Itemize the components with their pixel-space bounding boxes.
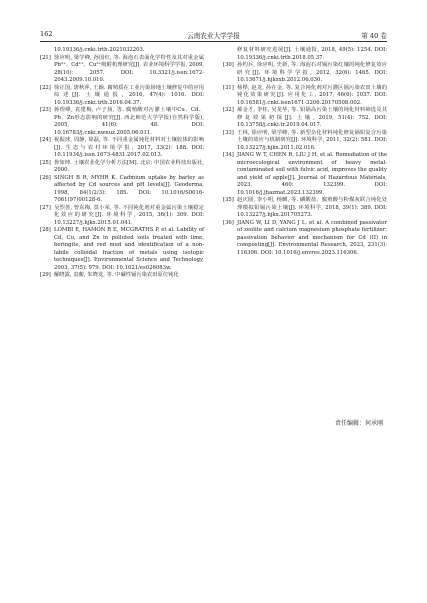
reference-text: 徐正国, 唐秋萍, 王颖. 腐殖质在工业污染场地土壤修复中的应用综述[J]. 土壤通报, 2016, 47(4): 1016. DOI: 10.19336/j.cnki.trtb.2016.04.37. <box>54 84 204 106</box>
reference-item <box>40 107 204 137</box>
reference-continuation: 修复材料研究进展[J]. 土壤通报, 2018, 49(5): 1254. DOI: 10.19336/j.cnki.trtb.2018.05.37. <box>237 47 387 61</box>
right-column <box>223 47 387 257</box>
reference-number: [26] <box>40 174 51 181</box>
reference-text: SINGH B R, MYHR K. Cadmium uptake by barley as affected by Cd sources and pH levels[J]. Geoderma, 1998, 84(1/2/3): 185. DOI: 10.1016/S0016-7061(97)00128-6. <box>54 174 204 203</box>
reference-number: [28] <box>40 227 51 233</box>
reference-number: [36] <box>223 219 234 226</box>
page-number: 162 <box>40 30 53 38</box>
reference-text: JIANG W, LI D, YANG J L, et al. A combined passivator of zeolite and calcium magnesium phosphate fertilizer: passivation behavior and mechanism for Cd (II) in composting[J]. Environmental Research, 2023, 231(3): 116306. DOI: 10.1016/j.envres.2023.116306. <box>237 219 387 256</box>
reference-text: 祝振球, 周静, 徐磊, 等. 不同重金属钝化材料对土壤胶体的影响[J]. 生态与农村环境学报, 2017, 33(2): 188. DOI: 10.11934/j.issn.1673-4831.2017.02.013. <box>54 137 204 158</box>
reference-item <box>223 220 387 258</box>
reference-item <box>40 85 204 108</box>
reference-text: 吴烈善, 曾东梅, 莫小荣, 等. 不同钝化剂对重金属污染土壤稳定化效应的研究[J]. 环境科学, 2015, 36(1): 309. DOI: 10.13227/j.hjkx.2015.01.041. <box>54 204 204 226</box>
reference-number: [31] <box>223 84 234 91</box>
reference-text: 徐应明, 梁学峰, 孙国红, 等. 海泡石表面化学特性及其对重金属Pb²⁺、Cd²⁺、Cu²⁺吸附机理研究[J]. 农业环境科学学报, 2009, 28(10): 2057. DOI: 10.3321/j.issn:1672-2043.2009.10.010. <box>54 54 204 83</box>
reference-text: 郝金才, 李柱, 吴龙华, 等. 铅镉高污染土壤的钝化材料筛选及其修复效果初探[J]. 土壤, 2019, 51(4): 752. DOI: 10.13758/j.cnki.tr.2019.04.017. <box>237 107 387 128</box>
reference-number: [34] <box>223 152 234 158</box>
reference-item <box>40 137 204 160</box>
reference-number: [33] <box>223 129 234 136</box>
page-header <box>40 30 387 42</box>
reference-item <box>40 55 204 85</box>
reference-number: [21] <box>40 54 51 61</box>
volume-label: 第 40 卷 <box>361 32 387 40</box>
reference-item <box>40 227 204 272</box>
reference-number: [32] <box>223 107 234 113</box>
reference-item <box>223 62 387 85</box>
reference-list-left <box>40 55 204 280</box>
reference-item <box>223 107 387 130</box>
reference-text: JIANG W T, CHEN R, LIU J H, et al. Remediation of the microecological environment of heavy metal-contaminated soil with fulvic acid, improves the quality and yield of apple[J]. Journal of Hazardous Materials, 2023, 460: 132399. DOI: 10.1016/j.jhazmat.2023.132399. <box>237 152 387 196</box>
reference-item <box>223 85 387 108</box>
reference-number: [29] <box>40 272 51 278</box>
reference-number: [23] <box>40 107 51 113</box>
reference-text: 鲁如坤. 土壤农业化学分析方法[M]. 北京: 中国农业科技出版社, 2000. <box>54 159 204 173</box>
reference-number: [22] <box>40 84 51 91</box>
reference-item <box>223 130 387 153</box>
reference-text: 解晓露, 袁蘅, 朱晓龙, 等. 中碱性镉污染农田原位钝化 <box>54 272 179 278</box>
reference-text: 杨桦, 赵龙, 孙在金, 等. 复合钝化剂对污灌区镉污染农田土壤的钝化效果研究[J]. 应用化工, 2017, 46(6): 1037. DOI: 10.16581/j.cnki.issn1671-3206.20170508.002. <box>237 84 387 106</box>
reference-text: 孙约兵, 徐应明, 史新, 等. 海泡石对镉污染红壤的钝化修复效应研究[J]. 环境科学学报, 2012, 32(6): 1465. DOI: 10.13671/j.hjkxxb.2012.06.030. <box>237 62 387 83</box>
reference-item <box>40 272 204 280</box>
reference-list-right <box>223 62 387 257</box>
reference-number: [27] <box>40 204 51 211</box>
reference-text: 赵庆圆, 李小明, 杨麒, 等. 磷酸盐、腐殖酸与粉煤灰联合钝化处理模拟铅镉污染土壤[J]. 环境科学, 2018, 39(1): 389. DOI: 10.13227/j.hjkx.201705273. <box>237 197 387 218</box>
reference-item <box>40 175 204 205</box>
reference-text: LOMBI E, HAMON R E, MCGRATHS P, et al. Lability of Cd, Cu, and Zn in polluted soils treated with lime, beringite, and red mud and identification of a non-labile colloidal fraction of metals using isotopic techniques[J]. Environmental Science and Technology, 2003, 37(5): 979. DOI: 10.1021/es026083w. <box>54 227 204 271</box>
reference-number: [25] <box>40 159 51 166</box>
reference-number: [35] <box>223 197 234 203</box>
reference-text: 蒋煜峰, 袁建梅, 卢子扬, 等. 腐殖酸对污灌土壤中Cu、Cd、Pb、Zn形态影响的研究[J]. 西北师范大学学报(自然科学版), 2005, 41(6): 48. DOI: 10.16783/j.cnki.nwnuz.2005.06.011. <box>54 107 204 136</box>
reference-item <box>223 197 387 220</box>
reference-item <box>40 160 204 175</box>
left-column <box>40 47 204 280</box>
responsible-editor: 责任编辑：何承刚 <box>334 420 383 427</box>
journal-title: 云南农业大学学报 <box>187 32 240 40</box>
reference-number: [30] <box>223 62 234 68</box>
reference-item <box>40 205 204 228</box>
reference-item <box>223 152 387 197</box>
reference-number: [24] <box>40 137 51 143</box>
reference-continuation: 10.19336/j.cnki.trtb.2021032203. <box>54 47 145 53</box>
reference-text: 王林, 徐应明, 梁学峰, 等. 新型杂化材料钝化修复镉铅复合污染土壤的效应与机制研究[J]. 环境科学, 2011, 32(2): 581. DOI: 10.13227/j.hjkx.2011.02.016. <box>237 129 387 151</box>
